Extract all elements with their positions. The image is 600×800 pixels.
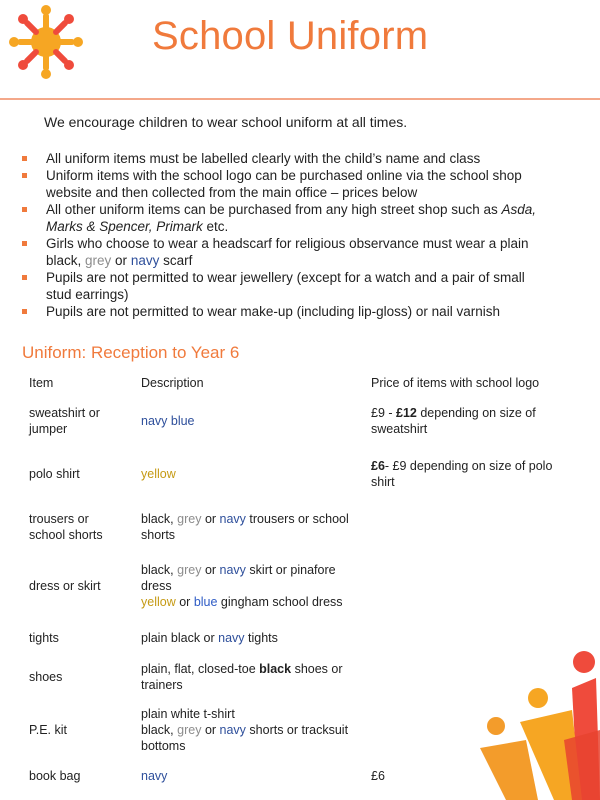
bullet-icon [22, 156, 27, 161]
table-cell-description: yellow [141, 467, 176, 481]
table-cell-item: dress or skirt [29, 579, 101, 593]
list-item: All other uniform items can be purchased from any high street shop such as Asda, Marks & Spencer, Primark etc. [20, 201, 565, 235]
table-cell-item: sweatshirt or jumper [29, 406, 100, 436]
table-cell-description: plain black or navy tights [141, 631, 278, 645]
table-cell-description: black, grey or navy trousers or school shorts [141, 512, 349, 542]
section-heading: Uniform: Reception to Year 6 [22, 343, 240, 362]
list-item: Pupils are not permitted to wear make-up (including lip-gloss) or nail varnish [20, 303, 565, 320]
page-title: School Uniform [152, 14, 429, 58]
table-cell-item: shoes [29, 670, 63, 684]
column-header-description: Description [141, 376, 204, 390]
table-cell-description: plain white t-shirt black, grey or navy shorts or tracksuit bottoms [141, 707, 349, 753]
school-logo [6, 2, 86, 82]
decorative-figures-graphic [460, 640, 600, 800]
list-item: All uniform items must be labelled clearly with the child’s name and class [20, 150, 565, 167]
bullet-icon [22, 309, 27, 314]
table-cell-item: tights [29, 631, 59, 645]
table-cell-item: trousers or school shorts [29, 512, 103, 542]
list-item: Uniform items with the school logo can be purchased online via the school shop website and then collected from the main office – prices below [20, 167, 565, 201]
column-header-price: Price of items with school logo [371, 376, 540, 390]
intro-text: We encourage children to wear school uniform at all times. [44, 114, 408, 130]
bullet-icon [22, 241, 27, 246]
table-cell-price: £6- £9 depending on size of polo shirt [371, 459, 553, 489]
bullet-icon [22, 173, 27, 178]
table-cell-item: polo shirt [29, 467, 80, 481]
list-item: Girls who choose to wear a headscarf for religious observance must wear a plain black, grey or navy scarf [20, 235, 565, 269]
table-cell-item: book bag [29, 769, 81, 783]
table-cell-description: navy [141, 769, 168, 783]
table-cell-price: £9 - £12 depending on size of sweatshirt [371, 406, 536, 436]
list-item: Pupils are not permitted to wear jewellery (except for a watch and a pair of small stud earrings) [20, 269, 565, 303]
table-cell-description: navy blue [141, 414, 195, 428]
bullet-icon [22, 275, 27, 280]
table-cell-price: £6 [371, 769, 385, 783]
column-header-item: Item [29, 376, 54, 390]
table-cell-item: P.E. kit [29, 723, 67, 737]
table-cell-description: black, grey or navy skirt or pinafore dress yellow or blue gingham school dress [141, 563, 343, 609]
table-cell-description: plain, flat, closed-toe black shoes or trainers [141, 662, 343, 692]
uniform-rules-list [20, 150, 565, 320]
header-divider [0, 98, 600, 100]
bullet-icon [22, 207, 27, 212]
